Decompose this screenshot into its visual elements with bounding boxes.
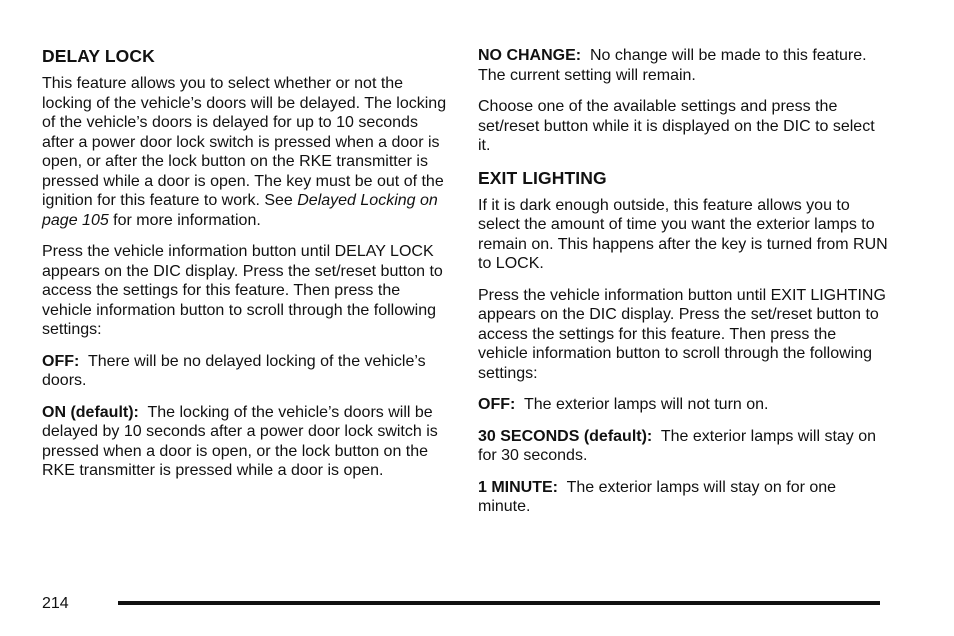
left-column <box>42 46 452 493</box>
exit-lighting-setting-off <box>478 395 888 415</box>
delay-lock-instructions: Press the vehicle information button until DELAY LOCK appears on the DIC display. Press the set/reset button to access the settings for this feature. Then press the vehicle information button to scroll through the following settings: <box>42 243 443 338</box>
section-heading-delay-lock: DELAY LOCK <box>42 46 155 66</box>
setting-label-1-minute: 1 MINUTE: <box>478 478 558 496</box>
setting-label-30-seconds: 30 SECONDS (default): <box>478 427 653 445</box>
exit-lighting-setting-1-minute <box>478 478 888 517</box>
delay-lock-setting-off <box>42 352 452 391</box>
section-heading-exit-lighting: EXIT LIGHTING <box>478 167 607 188</box>
setting-label-off: OFF: <box>478 396 516 413</box>
choose-setting-instructions: Choose one of the available settings and press the set/reset button while it is displayed on the DIC to select it. <box>478 98 875 154</box>
page-number: 214 <box>42 595 69 612</box>
setting-text-on: The locking of the vehicle’s doors will be delayed by 10 seconds after a power door lock switch is pressed when a door is open, or the lock button on the RKE transmitter is pressed while a door is open. <box>42 403 438 479</box>
right-column <box>478 46 888 529</box>
delay-lock-description-tail: for more information. <box>108 211 261 229</box>
setting-text-off: The exterior lamps will not turn on. <box>523 396 769 413</box>
delay-lock-description <box>42 74 452 230</box>
delay-lock-setting-no-change <box>478 46 888 85</box>
delay-lock-setting-on <box>42 403 452 481</box>
setting-text-off: There will be no delayed locking of the vehicle’s doors. <box>42 352 426 389</box>
exit-lighting-setting-30-seconds <box>478 427 888 466</box>
exit-lighting-description: If it is dark enough outside, this feature allows you to select the amount of time you want the exterior lamps to remain on. This happens after the key is turned from RUN to LOCK. <box>478 196 888 272</box>
exit-lighting-instructions: Press the vehicle information button until EXIT LIGHTING appears on the DIC display. Press the set/reset button to access the settings for this feature. Then press the vehicle information button to scroll through the following settings: <box>478 286 886 382</box>
setting-label-no-change: NO CHANGE: <box>478 47 582 64</box>
setting-text-no-change: No change will be made to this feature. The current setting will remain. <box>478 47 867 84</box>
cross-reference-delayed-locking: Delayed Locking on page 105 <box>42 192 438 229</box>
footer-rule <box>118 601 880 605</box>
setting-label-off: OFF: <box>42 352 80 370</box>
setting-text-30-seconds: The exterior lamps will stay on for 30 seconds. <box>478 427 877 464</box>
delay-lock-description-text: This feature allows you to select whether or not the locking of the vehicle’s doors will be delayed. The locking of the vehicle’s doors is delayed for up to 10 seconds after a power door lock switch is pressed when a door is open, or after the lock button on the RKE transmitter is pressed while a door is open. The key must be out of the ignition for this feature to work. See <box>42 75 447 209</box>
setting-text-1-minute: The exterior lamps will stay on for one minute. <box>478 478 837 515</box>
setting-label-on: ON (default): <box>42 403 139 421</box>
